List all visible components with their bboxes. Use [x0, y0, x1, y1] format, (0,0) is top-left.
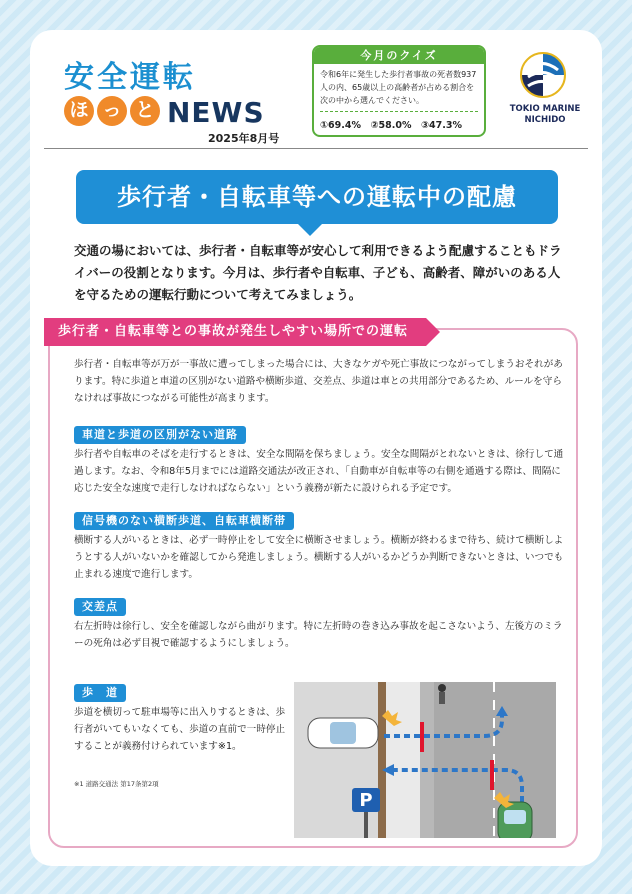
- news-wordmark: NEWS: [167, 96, 265, 129]
- text-crosswalk: 横断する人がいるときは、必ず一時停止をして安全に横断させましょう。横断が終わるまで待ち、続けて横断しようとする人がいないかを確認してから発進しましょう。横断する人がいるかどうか判断できないときは、いつでも止まれる速度で進行します。: [74, 535, 564, 580]
- wall-line: [378, 682, 386, 838]
- tokio-marine-logo-icon: [518, 50, 568, 100]
- text-intersection: 右左折時は徐行し、安全を確認しながら曲がります。特に左折時の巻き込み事故を起こさないよう、左後方のミラーの死角は必ず目視で確認するようにしましょう。: [74, 621, 563, 649]
- brand-line1: TOKIO MARINE: [509, 104, 581, 114]
- section-lead: 歩行者・自転車等が万が一事故に遭ってしまった場合には、大きなケガや死亡事故につながってしまうおそれがあります。特に歩道と車道の区別がない道路や横断歩道、交差点、歩道は車との共用部分であるため、ルールを守らなければ事故につながる可能性が高まります。: [74, 359, 563, 404]
- stop-line-red-2: [490, 760, 494, 790]
- brand-name: [500, 104, 590, 126]
- quiz-answers: ①69.4% ②58.0% ③47.3%: [320, 111, 478, 131]
- issue-date: 2025年8月号: [208, 132, 280, 145]
- main-title: 歩行者・自転車等への運転中の配慮: [76, 170, 558, 224]
- intro-text: 交通の場においては、歩行者・自転車等が安心して利用できるよう配慮することもドライバーの役割となります。今月は、歩行者や自転車、子ども、高齢者、障がいのある人を守るための運転行動について考えてみましょう。: [74, 243, 562, 302]
- subheading-no-sidewalk: 車道と歩道の区別がない道路: [74, 426, 246, 444]
- green-car: [498, 802, 532, 838]
- sidewalk-illustration: [294, 682, 556, 838]
- subheading-intersection: 交差点: [74, 598, 126, 616]
- text-no-sidewalk: 歩行者や自転車のそばを走行するときは、安全な間隔を保ちましょう。安全な間隔がとれないときは、徐行して通過します。なお、令和8年5月までには道路交通法が改正され、「自動車が自転車等の右側を通過する際は、間隔に応じた安全な速度で走行しなければならない」という義務が新たに設けられる予定です。: [74, 449, 564, 494]
- subheading-sidewalk: 歩 道: [74, 684, 126, 702]
- pedestrian-icon: [438, 684, 446, 704]
- hotto-char: と: [130, 96, 160, 126]
- header-divider: [44, 148, 588, 149]
- curb: [420, 682, 434, 838]
- hotto-char: っ: [97, 96, 127, 126]
- newsletter-sheet: [30, 30, 602, 866]
- quiz-question: 令和6年に発生した歩行者事故の死者数937人の内、65歳以上の高齢者が占める割合を次の中から選んでください。: [320, 70, 477, 105]
- quiz-heading: 今月のクイズ: [314, 47, 484, 64]
- sidewalk-strip: [386, 682, 420, 838]
- stop-line-red: [420, 722, 424, 752]
- banner-tail: [298, 224, 322, 236]
- hotto-badges: [64, 96, 160, 126]
- white-car: [308, 718, 378, 748]
- brand-line2: NICHIDO: [524, 115, 566, 125]
- footnote: ※1 道路交通法 第17条第2項: [74, 780, 159, 788]
- subheading-crosswalk: 信号機のない横断歩道、自転車横断帯: [74, 512, 294, 530]
- hotto-char: ほ: [64, 96, 94, 126]
- section-heading: 歩行者・自転車等との事故が発生しやすい場所での運転: [44, 318, 426, 346]
- svg-text:P: P: [359, 790, 373, 811]
- quiz-box: [312, 45, 486, 137]
- text-sidewalk: 歩道を横切って駐車場等に出入りするときは、歩行者がいてもいなくても、歩道の直前で一時停止することが義務付けられています※1。: [74, 707, 286, 752]
- newsletter-title: 安全運転: [64, 60, 196, 95]
